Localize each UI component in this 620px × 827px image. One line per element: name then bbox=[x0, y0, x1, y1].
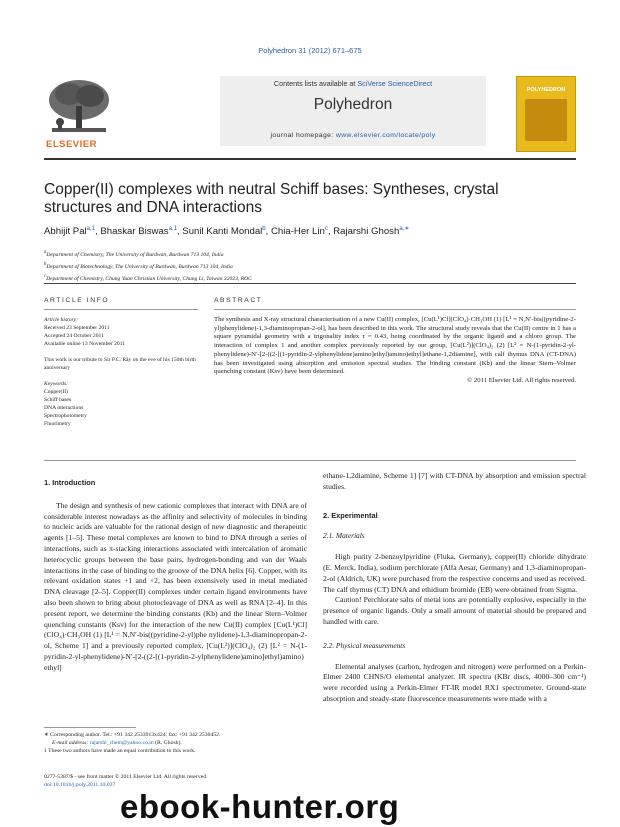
email-note: E-mail address: rajarshi_chem@yahoo.co.in (R. Ghosh). bbox=[52, 740, 182, 746]
corresponding-author-note: ∗ Corresponding author. Tel.: +91 342 2533913x424; fax: +91 342 2530452. bbox=[44, 732, 221, 738]
masthead-center bbox=[220, 76, 486, 146]
tribute-note: This work is our tribute to Sir P.C. Rây on the eve of his 150th birth anniversary bbox=[44, 357, 196, 371]
equal-contribution-note: 1 These two authors have made an equal contribution to this work. bbox=[44, 748, 196, 754]
online-date: Available online 13 November 2011 bbox=[44, 341, 126, 347]
journal-masthead bbox=[44, 76, 576, 154]
received-date: Received 23 September 2011 bbox=[44, 325, 110, 331]
contents-line bbox=[220, 79, 486, 88]
keyword: Spectrophotometry bbox=[44, 413, 87, 419]
masthead-divider bbox=[44, 158, 576, 160]
footnote-rule bbox=[44, 727, 136, 728]
info-rule bbox=[44, 309, 198, 310]
cover-art bbox=[525, 99, 567, 141]
journal-cover-image bbox=[516, 76, 576, 152]
paragraph: Caution! Perchlorate salts of metal ions are potentially explosive, especially in the presence of organic ligands. Only a small amount of material should be prepared and handled with care. bbox=[323, 595, 586, 626]
author[interactable]: Bhaskar Biswas$^{a,1}$ bbox=[100, 226, 177, 238]
section-heading: 2. Experimental bbox=[323, 510, 378, 520]
paragraph: The design and synthesis of new cationic complexes that interact with DNA are of considerable interest nowadays as the affinity and selectivity of molecules in binding to nucleic acids are valuable for the rational design of new diagnostic and therapeutic agents [1–5]. These metal complexes are known to bind to DNA through a series of interactions, such as π-stacking interactions associated with intercalation of aromatic heterocyclic groups between the base pairs, hydrogen-bonding and van der Waals interactions in the case of binding to the groove of the DNA helix [6]. Copper, with its relevant oxidation states +1 and +2, has been extensively used in metal mediated DNA cleavage [2–5]. Copper(II) complexes under certain ligand environments have also been shown to bring about photocleavage of DNA as well as RNA [2–4]. In this present report, we determine the binding constants (Kb) and the linear Stern–Volmer quenching constants (Ksv) for the interaction of the new Cu(II) complex [Cu(L¹)Cl](ClO₄)·CH₃OH (1) [L¹ = N,N′-bis((pyridine-2-yl)phe nylidene)-1,3-diaminopropan-2-ol, Scheme 1] and a previously reported complex, [Cu(L²)](ClO₄)₂ (2) [L² = N-(1-pyridin-2-yl-phenylidene)-N′-[2-((2-[(1-pyridin-2-ylphenylidene)amino]ethyl)amino) ethyl] bbox=[44, 500, 307, 672]
subsection-heading: 2.2. Physical measurements bbox=[323, 640, 406, 650]
section-heading: 1. Introduction bbox=[44, 478, 96, 487]
email-link[interactable]: rajarshi_chem@yahoo.co.in bbox=[89, 740, 154, 746]
left-column bbox=[44, 478, 307, 674]
keyword: DNA interactions bbox=[44, 405, 84, 411]
affiliation: $^c$Department of Chemistry, Chung Yuan Christian University, Chung Li, Taiwan 32023, ROC bbox=[44, 273, 252, 282]
article-info-heading: ARTICLE INFO bbox=[44, 297, 110, 304]
abstract-text: The synthesis and X-ray structural characterisation of a new Cu(II) complex, [Cu(L¹)Cl](ClO₄)·CH₃OH (1) [L¹ = N,N′-bis((pyridine-2-yl)phenylidene)-1,3-diaminopropan-2-ol], has been described in this work. The structural study reveals that the Cu(II) centre in 1 has a square pyramidal geometry with a trigonality index τ = 0.43, being coordinated by the organic ligand and a chloro group. The interaction of complex 1 and another complex previously reported by our group, [Cu(L²)](ClO₄)₂ (2) [L² = N-(1-pyridin-2-yl-phenylidene)-N′-[2-((2-[(1-pyridin-2-ylphenylidene)amino]ethyl)amino)ethyl]ethane-1,2diamine], with calf thymus DNA (CT-DNA) has been investigated using absorption and emission spectral studies. The binding constant (Kb) and the linear Stern–Volmer quenching constant (Ksv) have been determined. bbox=[214, 316, 576, 376]
homepage-link[interactable]: www.elsevier.com/locate/poly bbox=[335, 132, 436, 139]
affiliation-divider bbox=[44, 283, 576, 284]
abstract-bottom-rule bbox=[44, 460, 576, 461]
paragraph: ethane-1,2diamine, Scheme 1] [7] with CT-DNA by absorption and emission spectral studies. bbox=[323, 471, 586, 491]
issn-block bbox=[44, 773, 314, 789]
journal-citation[interactable]: Polyhedron 31 (2012) 671–675 bbox=[258, 46, 362, 55]
cover-title: POLYHEDRON bbox=[526, 87, 566, 93]
keywords-label: Keywords: bbox=[44, 381, 69, 387]
keyword: Schiff bases bbox=[44, 397, 72, 403]
article-title: Copper(II) complexes with neutral Schiff bases: Syntheses, crystal structures and DNA interactions bbox=[44, 181, 499, 216]
watermark-text: ebook-hunter.org bbox=[120, 788, 400, 825]
author[interactable]: Rajarshi Ghosh$^{a,∗}$ bbox=[333, 226, 410, 238]
keyword: Fluorimetry bbox=[44, 421, 71, 427]
right-column bbox=[323, 471, 586, 705]
affiliations bbox=[44, 248, 574, 284]
affiliation: $^a$Department of Chemistry, The University of Burdwan, Burdwan 713 104, India bbox=[44, 250, 224, 258]
abstract-heading: ABSTRACT bbox=[214, 297, 263, 304]
history-label: Article history: bbox=[44, 317, 79, 323]
footnotes bbox=[44, 731, 314, 755]
elsevier-tree-logo bbox=[44, 76, 114, 146]
paragraph: Elemental analyses (carbon, hydrogen and nitrogen) were performed on a Perkin-Elmer 2400 CHNS/O elemental analyzer. IR spectra (KBr discs, 4000–300 cm⁻¹) were recorded using a Perkin-Elmer FT-IR model RX1 spectrometer. Ground-state absorption and steady-state fluorescence measurements were made with a bbox=[323, 661, 586, 703]
contents-prefix: Contents lists available at bbox=[273, 79, 358, 88]
author[interactable]: Sunil Kanti Mondal$^b$ bbox=[182, 226, 266, 238]
homepage-prefix: journal homepage: bbox=[270, 132, 336, 139]
copyright-notice: © 2011 Elsevier Ltd. All rights reserved. bbox=[467, 376, 576, 384]
paragraph: High purity 2-benzoylpyridine (Fluka, Germany), copper(II) chloride dihydrate (E. Merck, India), sodium perchlorate (Alfa Aesar, Germany) and 1,3-diaminopropan-2-ol (Aldrich, UK) were purchased from the respective concerns and used as received. The calf thymus (CT) DNA and ethidium bromide (EB) were obtained from Sigma. bbox=[323, 552, 586, 594]
sciencedirect-link[interactable]: SciVerse ScienceDirect bbox=[357, 79, 433, 88]
author-list: Abhijit Pal$^{a,1}$, Bhaskar Biswas$^{a,1}$, Sunil Kanti Mondal$^b$, Chia-Her Lin$^c$, Rajarshi Ghosh$^{a,∗}$ bbox=[44, 226, 410, 238]
doi-link[interactable]: doi:10.1016/j.poly.2011.10.037 bbox=[44, 782, 116, 788]
issn-line: 0277-5387/$ - see front matter © 2011 Elsevier Ltd. All rights reserved. bbox=[44, 774, 208, 780]
author[interactable]: Chia-Her Lin$^c$ bbox=[270, 226, 328, 238]
affiliation: $^b$Department of Biotechnology, The University of Burdwan, Burdwan 713 104, India bbox=[44, 261, 233, 270]
journal-homepage bbox=[220, 132, 486, 139]
article-info bbox=[44, 316, 200, 428]
abstract-rule bbox=[214, 309, 576, 310]
keyword: Copper(II) bbox=[44, 389, 68, 395]
elsevier-wordmark: ELSEVIER bbox=[46, 139, 97, 150]
abstract-body bbox=[214, 316, 576, 386]
journal-name: Polyhedron bbox=[313, 96, 393, 113]
subsection-heading: 2.1. Materials bbox=[323, 531, 365, 541]
accepted-date: Accepted 24 October 2011 bbox=[44, 333, 104, 339]
author[interactable]: Abhijit Pal$^{a,1}$ bbox=[44, 226, 96, 238]
